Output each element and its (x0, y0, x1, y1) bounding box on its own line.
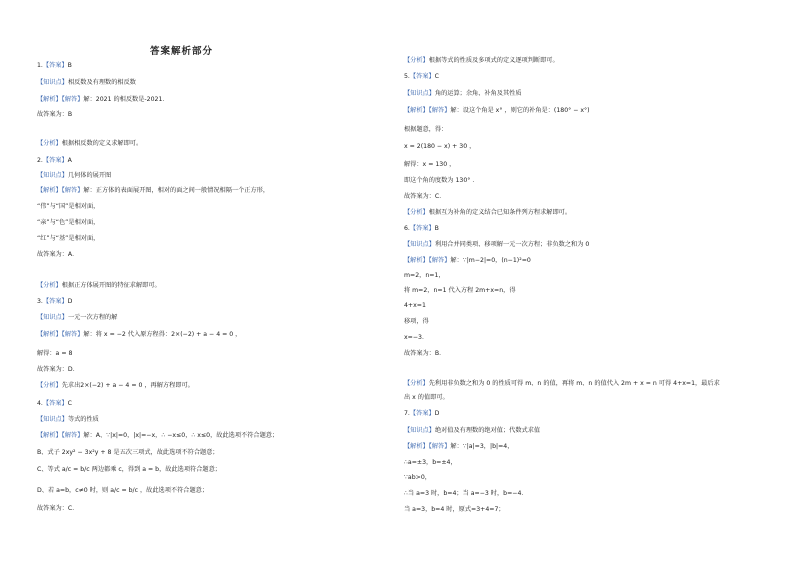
text-line: 7.【答案】D (404, 410, 440, 417)
text-line: 【分析】根据正方体展开图的特征求解即可。 (37, 282, 161, 289)
text-line: 4+x=1 (404, 302, 426, 309)
text-line: 【分析】根据相反数的定义求解即可。 (37, 140, 143, 147)
text-line: x = 2(180 − x) + 30 ， (404, 143, 476, 150)
text-line: 解得：a = 8 (37, 350, 73, 357)
text-line: 出 x 的值即可。 (404, 394, 449, 401)
text-line: 故答案为：A． (37, 251, 79, 258)
text-line: 故答案为：D． (37, 366, 79, 373)
text-line: 5.【答案】C (404, 73, 439, 80)
text-line: 【知识点】角的运算；余角、补角及其性质 (404, 90, 522, 97)
text-line: m=2，n=1， (404, 272, 445, 279)
text-line: 3.【答案】D (37, 298, 73, 305)
text-line: 故答案为：C． (37, 505, 79, 512)
text-line: 【知识点】等式的性质 (37, 416, 99, 423)
text-line: 6.【答案】B (404, 225, 439, 232)
text-line: 【知识点】利用合并同类项、移项解一元一次方程；非负数之和为 0 (404, 241, 590, 248)
text-line: 故答案为：B． (404, 350, 446, 357)
text-line: 移项，得 (404, 318, 429, 325)
text-line: 【知识点】相反数及有理数的相反数 (37, 79, 136, 86)
page-title: 答案解析部分 (150, 46, 214, 57)
text-line: 【知识点】几何体的展开图 (37, 172, 112, 179)
text-line: 【知识点】绝对值及有理数的绝对值；代数式求值 (404, 427, 541, 434)
text-line: ∴当 a=3 时，b=4；当 a=−3 时，b=−4． (404, 490, 528, 497)
text-line: 【知识点】一元一次方程的解 (37, 314, 118, 321)
text-line: 2.【答案】A (37, 157, 72, 164)
text-line: 即这个角的度数为 130° ． (404, 177, 479, 184)
text-line: “亲”与“色”是相对面， (37, 219, 100, 226)
text-line: 【分析】根据互为补角的定义结合已知条件列方程求解即可。 (404, 209, 572, 216)
text-line: 【解析】【解答】解：2021 的相反数是-2021． (37, 96, 169, 103)
text-line: x=−3． (404, 334, 429, 341)
text-line: 【解析】【解答】解：将 x = −2 代入原方程得：2×(−2) + a − 4 = 0 ， (37, 331, 242, 338)
text-line: 【分析】先利用非负数之和为 0 的性质可得 m、n 的值，再将 m、n 的值代入 2m + x = n 可得 4+x=1，最后求 (404, 380, 720, 387)
text-line: 当 a=3，b=4 时，原式=3+4=7； (404, 506, 505, 513)
text-line: 【解析】【解答】解：A、∵|x|=0，|x|=−x，∴ −x≤0，∴ x≤0，故此选项不符合题意； (37, 432, 279, 439)
text-line: 【分析】先求出2×(−2) + a − 4 = 0 ，再解方程即可。 (37, 382, 194, 389)
text-line: 【解析】【解答】解：正方体的表面展开图，相对的面之间一般情况相隔一个正方形， (37, 187, 270, 194)
text-line: 根据题意，得： (404, 126, 448, 133)
text-line: 【解析】【解答】解：设这个角是 x° ，则它的补角是：(180° − x°) (404, 107, 590, 114)
text-line: ∵ab>0， (404, 474, 431, 481)
text-line: 【解析】【解答】解：∵|m−2|=0，(n−1)²=0 (404, 257, 531, 264)
text-line: 4.【答案】C (37, 400, 72, 407)
text-line: C、等式 a/c = b/c 两边都乘 c，得到 a = b，故此选项符合题意； (37, 466, 221, 473)
text-line: 解得：x = 130 ， (404, 161, 456, 168)
right-column (404, 0, 764, 562)
text-line: 1.【答案】B (37, 62, 72, 69)
text-line: “红”与“基”是相对面， (37, 235, 100, 242)
text-line: D、若 a=b，c≠0 时，则 a/c = b/c ，故此选项不符合题意； (37, 487, 209, 494)
text-line: 故答案为：C． (404, 193, 446, 200)
left-column (37, 0, 397, 562)
text-line: “伟”与“国”是相对面， (37, 203, 100, 210)
text-line: 【解析】【解答】解：∵|a|=3，|b|=4， (404, 443, 514, 450)
text-line: 故答案为：B (37, 111, 73, 118)
text-line: B、式子 2xy² − 3x²y + 8 是五次三项式，故此选项不符合题意； (37, 449, 219, 456)
text-line: 将 m=2，n=1 代入方程 2m+x=n，得 (404, 287, 516, 294)
text-line: 【分析】根据等式的性质及多项式的定义逐项判断即可。 (404, 57, 559, 64)
text-line: ∴a=±3，b=±4， (404, 459, 457, 466)
